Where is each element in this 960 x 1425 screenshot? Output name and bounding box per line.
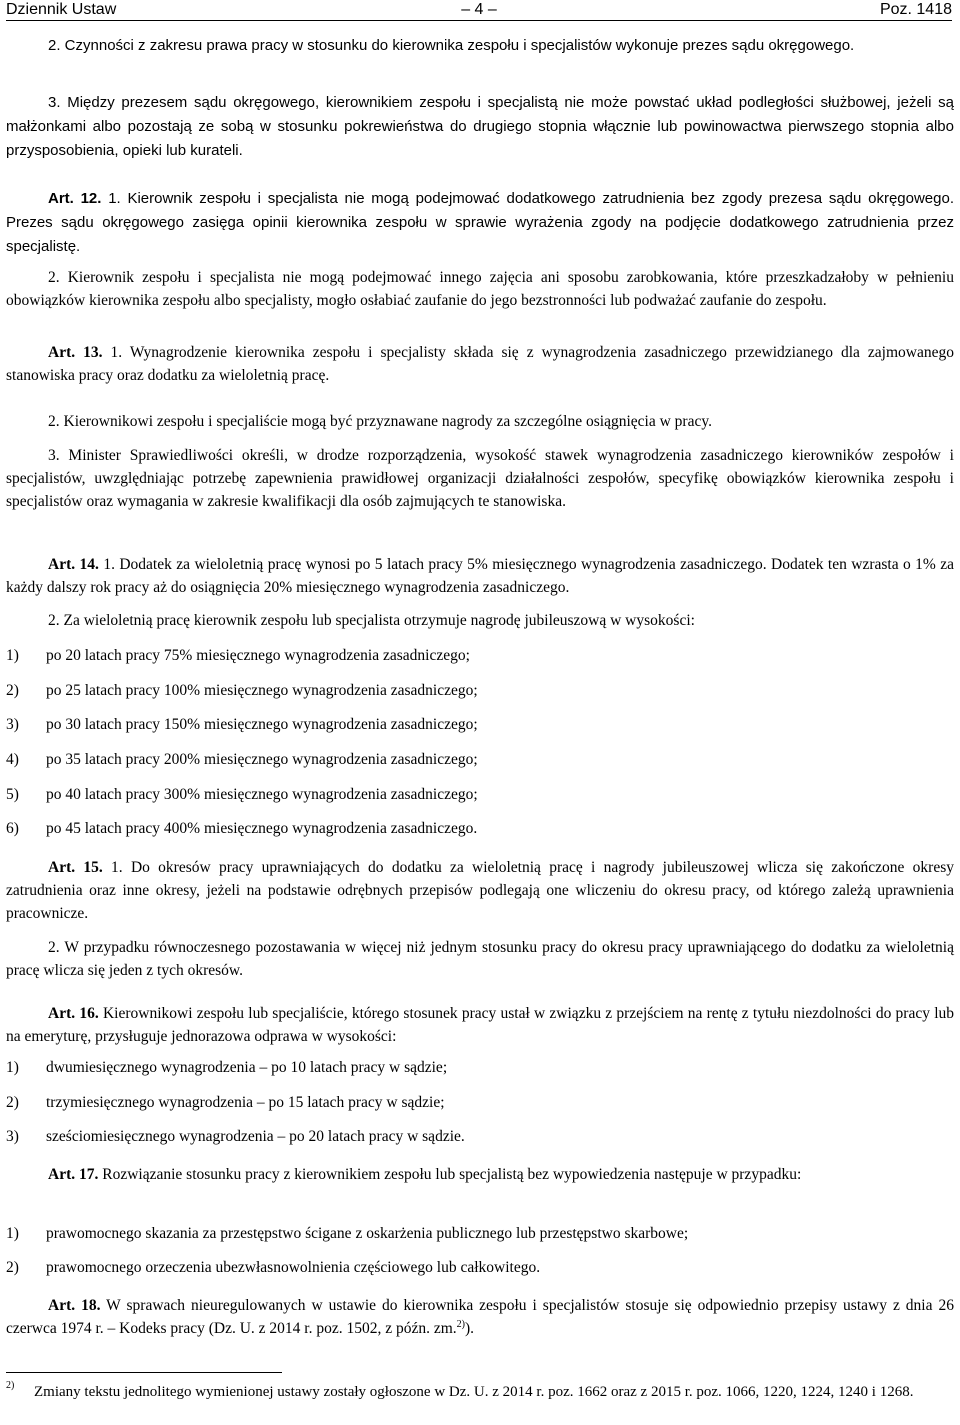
art-14-p1-text: 1. Dodatek za wieloletnią pracę wynosi po 5 latach pracy 5% miesięcznego wynagrodzenia zasadniczego. Dodatek ten wzrasta o 1% za każdy dalszy rok pracy aż do osiągnięcia 20% miesięcznego wynagrodzenia zasadniczego. (6, 556, 954, 596)
art-18-paragraph-1 (6, 1294, 954, 1340)
list-item-number: 6) (6, 820, 19, 837)
list-item-text: po 30 latach pracy 150% miesięcznego wynagrodzenia zasadniczego; (46, 716, 478, 733)
art-14-paragraph-1 (6, 553, 954, 599)
art-13-label: Art. 13. (48, 344, 103, 361)
art-15-paragraph-2: 2. W przypadku równoczesnego pozostawania w więcej niż jednym stosunku pracy do okresu pracy uprawniającego do dodatku za wieloletnią pracę wlicza się jeden z tych okresów. (6, 939, 954, 979)
list-item-number: 5) (6, 786, 19, 803)
art-17-p1-text: Rozwiązanie stosunku pracy z kierownikiem zespołu lub specjalistą bez wypowiedzenia następuje w przypadku: (102, 1166, 802, 1183)
list-item-text: po 25 latach pracy 100% miesięcznego wynagrodzenia zasadniczego; (46, 682, 478, 699)
art-14-label: Art. 14. (48, 556, 99, 573)
list-item-number: 2) (6, 682, 19, 699)
list-item-number: 1) (6, 1059, 19, 1076)
list-item-text: prawomocnego orzeczenia ubezwłasnowolnienia częściowego lub całkowitego. (46, 1259, 541, 1276)
footnote-mark: 2) (6, 1380, 15, 1391)
art-12-paragraph-2: 2. Kierownik zespołu i specjalista nie mogą podejmować innego zajęcia ani sposobu zarobkowania, które przeszkadzałoby w pełnieniu obowiązków kierownika zespołu albo specjalisty, mogło osłabiać zaufanie do jego bezstronności lub podważać zaufanie do zespołu. (6, 269, 954, 309)
list-item-number: 1) (6, 647, 19, 664)
art-13-p1-text: 1. Wynagrodzenie kierownika zespołu i specjalisty składa się z wynagrodzenia zasadniczego przewidzianego dla zajmowanego stanowiska pracy oraz dodatku za wieloletnią pracę. (6, 344, 955, 384)
list-item-number: 2) (6, 1259, 19, 1276)
list-item-number: 3) (6, 716, 19, 733)
footnote-text: Zmiany tekstu jednolitego wymienionej ustawy zostały ogłoszone w Dz. U. z 2014 r. poz. 1662 oraz z 2015 r. poz. 1066, 1220, 1224, 1240 i 1268. (34, 1384, 914, 1400)
list-item-text: po 35 latach pracy 200% miesięcznego wynagrodzenia zasadniczego; (46, 751, 478, 768)
paragraph-3: 3. Między prezesem sądu okręgowego, kierownikiem zespołu i specjalistą nie może powstać układ podległości służbowej, jeżeli są małżonkami albo pozostają ze sobą w stosunku pokrewieństwa do drugiego stopnia włącznie lub powinowactwa pierwszego stopnia albo przysposobienia, opieki lub kurateli. (6, 94, 954, 159)
list-item-text: dwumiesięcznego wynagrodzenia – po 10 latach pracy w sądzie; (46, 1059, 448, 1076)
position-number: Poz. 1418 (879, 1, 952, 18)
art-16-paragraph-1 (6, 1002, 954, 1048)
footnote-divider (6, 1372, 282, 1373)
page-header (6, 0, 952, 21)
list-item-number: 3) (6, 1128, 19, 1145)
journal-title: Dziennik Ustaw (6, 1, 117, 18)
art-18-p1-text: W sprawach nieuregulowanych w ustawie do kierownika zespołu i specjalistów stosuje się odpowiednio przepisy ustawy z dnia 26 czerwca 1974 r. – Kodeks pracy (Dz. U. z 2014 r. poz. 1502, z późn. zm. (6, 1297, 954, 1337)
page-number: – 4 – (461, 1, 497, 18)
list-item-text: po 40 latach pracy 300% miesięcznego wynagrodzenia zasadniczego; (46, 786, 478, 803)
art-18-label: Art. 18. (48, 1297, 101, 1314)
art-12-paragraph-1 (6, 187, 954, 259)
art-12-label: Art. 12. (48, 190, 102, 207)
art-14-paragraph-2: 2. Za wieloletnią pracę kierownik zespołu lub specjalista otrzymuje nagrodę jubileuszową w wysokości: (48, 612, 695, 629)
art-12-p1-text: 1. Kierownik zespołu i specjalista nie mogą podejmować dodatkowego zatrudnienia bez zgody prezesa sądu okręgowego. Prezes sądu okręgowego zasięga opinii kierownika zespołu w sprawie wyrażenia zgody na podjęcie dodatkowego zatrudnienia przez specjalistę. (6, 190, 954, 255)
art-18-p1-end: ). (465, 1320, 475, 1337)
art-13-paragraph-1 (6, 341, 954, 387)
list-item-text: prawomocnego skazania za przestępstwo ścigane z oskarżenia publicznego lub przestępstwo skarbowe; (46, 1225, 689, 1242)
list-item-number: 1) (6, 1225, 19, 1242)
list-item-number: 4) (6, 751, 19, 768)
art-15-label: Art. 15. (48, 859, 103, 876)
list-item-text: po 20 latach pracy 75% miesięcznego wynagrodzenia zasadniczego; (46, 647, 470, 664)
list-item-text: po 45 latach pracy 400% miesięcznego wynagrodzenia zasadniczego. (46, 820, 478, 837)
list-item-text: sześciomiesięcznego wynagrodzenia – po 20 latach pracy w sądzie. (46, 1128, 465, 1145)
art-15-p1-text: 1. Do okresów pracy uprawniających do dodatku za wieloletnią pracę i nagrody jubileuszowej wlicza się zakończone okresy zatrudnienia oraz inne okresy, jeżeli na podstawie odrębnych przepisów podlegają one wliczeniu do okresu pracy, od którego zależą uprawnienia pracownicze. (6, 859, 954, 922)
list-item-text: trzymiesięcznego wynagrodzenia – po 15 latach pracy w sądzie; (46, 1094, 445, 1111)
art-13-paragraph-2: 2. Kierownikowi zespołu i specjaliście mogą być przyznawane nagrody za szczególne osiągnięcia w pracy. (48, 413, 712, 430)
list-item-number: 2) (6, 1094, 19, 1111)
art-16-p1-text: Kierownikowi zespołu lub specjaliście, którego stosunek pracy ustał w związku z przejściem na rentę z tytułu niezdolności do pracy lub na emeryturę, przysługuje jednorazowa odprawa w wysokości: (6, 1005, 955, 1045)
art-17-paragraph-1 (6, 1163, 954, 1186)
art-17-label: Art. 17. (48, 1166, 99, 1183)
paragraph-2: 2. Czynności z zakresu prawa pracy w stosunku do kierownika zespołu i specjalistów wykonuje prezes sądu okręgowego. (48, 37, 855, 54)
art-16-label: Art. 16. (48, 1005, 99, 1022)
art-15-paragraph-1 (6, 856, 954, 925)
footnote-reference: 2) (456, 1318, 465, 1330)
art-13-paragraph-3: 3. Minister Sprawiedliwości określi, w drodze rozporządzenia, wysokość stawek wynagrodzenia zasadniczego kierowników zespołów i specjalistów, uwzględniając potrzebę zapewnienia prawidłowej organizacji działalności zespołów, specyfikę obowiązków kierownika zespołu i specjalistów oraz wymagania w zakresie kwalifikacji dla osób zajmujących te stanowiska. (6, 447, 954, 510)
